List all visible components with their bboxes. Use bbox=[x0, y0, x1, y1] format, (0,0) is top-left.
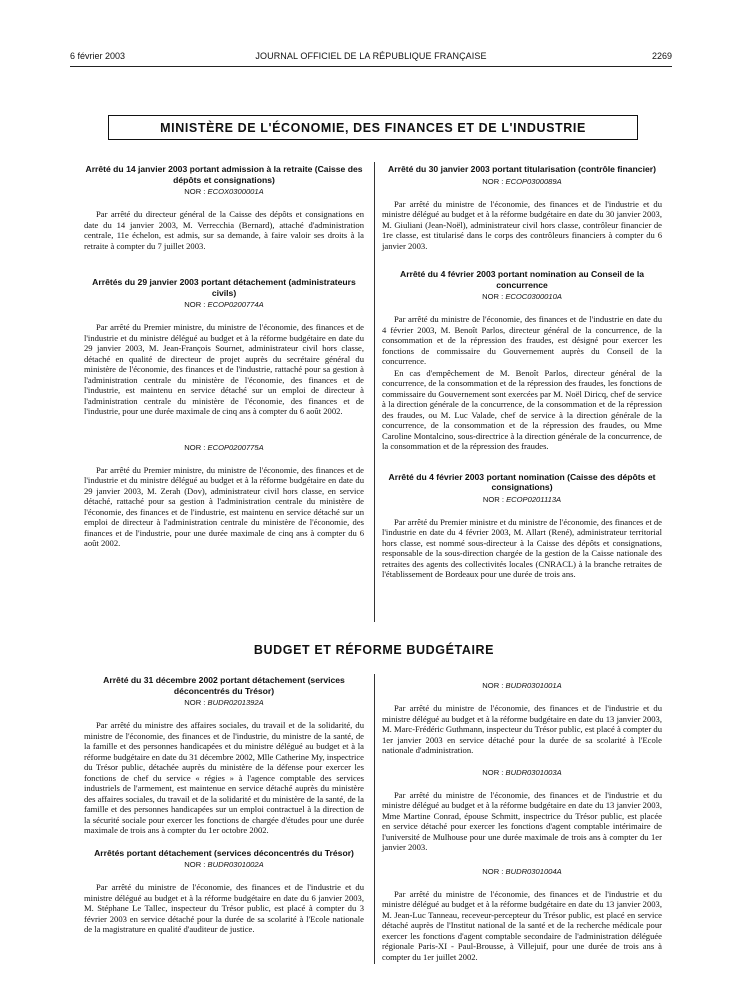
nor-reference bbox=[84, 698, 364, 708]
article-paragraph: Par arrêté du ministre de l'économie, des finances et de l'industrie et du ministre délégué au budget et à la réforme budgétaire en date du 13 janvier 2003, Mme Martine Conrad, épouse Schmitt, inspectrice du Trésor public, est placée en service détaché pour exercer les fonctions d'agent comptable intérimaire de l'université de Mulhouse pour une durée maximale de trois ans à compter du 1er janvier 2003. bbox=[382, 789, 662, 852]
nor-reference bbox=[382, 495, 662, 505]
article bbox=[382, 768, 662, 853]
article-paragraph: Par arrêté du ministre de l'économie, des finances et de l'industrie et du ministre délégué au budget et à la réforme budgétaire en date du 30 janvier 2003, M. Giuliani (Jean-Noël), administrateur civil hors classe, contrôleur financier de 1re classe, est titularisé dans le corps des contrôleurs financiers à compter du 6 janvier 2003. bbox=[382, 198, 662, 251]
article-title: Arrêté du 14 janvier 2003 portant admission à la retraite (Caisse des dépôts et consignations) bbox=[85, 164, 363, 185]
issue-date: 6 février 2003 bbox=[70, 51, 126, 61]
article-title: Arrêté du 30 janvier 2003 portant titularisation (contrôle financier) bbox=[388, 164, 656, 174]
nor-code: ECOP0200775A bbox=[207, 442, 264, 452]
article bbox=[84, 443, 364, 549]
nor-code: BUDR0301004A bbox=[505, 866, 562, 876]
column-divider-bottom bbox=[374, 674, 375, 964]
article bbox=[382, 164, 662, 251]
nor-reference bbox=[382, 292, 662, 302]
nor-code: ECOC0300010A bbox=[505, 292, 562, 301]
article bbox=[84, 675, 364, 836]
nor-reference bbox=[382, 867, 662, 877]
nor-reference bbox=[382, 177, 662, 187]
article-title: Arrêtés du 29 janvier 2003 portant détachement (administrateurs civils) bbox=[92, 277, 356, 298]
journal-title: JOURNAL OFFICIEL DE LA RÉPUBLIQUE FRANÇAISE bbox=[255, 51, 487, 61]
ministry-heading: MINISTÈRE DE L'ÉCONOMIE, DES FINANCES ET DE L'INDUSTRIE bbox=[108, 115, 638, 140]
nor-label: NOR : bbox=[482, 866, 504, 876]
article-paragraph: Par arrêté du ministre de l'économie, des finances et de l'industrie en date du 4 février 2003, M. Benoît Parlos, directeur général de la concurrence, de la consommation et de la répression des fraudes, est désigné pour exercer les fonctions de commissaire du Gouvernement auprès du Conseil de la concurrence. bbox=[382, 314, 662, 366]
top-left-column bbox=[84, 164, 364, 549]
article-paragraph: Par arrêté du directeur général de la Caisse des dépôts et consignations en date du 14 janvier 2003, M. Verrecchia (Bernard), attaché d'administration centrale, 11e échelon, est admis, sur sa demande, à faire valoir ses droits à la retraite à compter du 7 juillet 2003. bbox=[84, 209, 364, 251]
article bbox=[382, 681, 662, 756]
nor-reference bbox=[84, 300, 364, 310]
article-paragraph: Par arrêté du ministre de l'économie, des finances et de l'industrie et du ministre délégué au budget et à la réforme budgétaire en date du 6 janvier 2003, M. Stéphane Le Tallec, inspecteur du Trésor public, est placé à compter du 3 février 2003 en service détaché pour la durée de sa scolarité à l'Ecole nationale de la magistrature en qualité d'auditeur de justice. bbox=[84, 882, 364, 934]
nor-reference bbox=[84, 187, 364, 197]
nor-label: NOR : bbox=[482, 292, 504, 301]
nor-label: NOR : bbox=[482, 494, 504, 504]
nor-reference bbox=[382, 681, 662, 691]
nor-label: NOR : bbox=[184, 698, 206, 707]
nor-reference bbox=[84, 443, 364, 453]
header-rule bbox=[70, 66, 672, 67]
article-paragraph: Par arrêté du Premier ministre, du ministre de l'économie, des finances et de l'industrie et du ministre délégué au budget et à la réforme budgétaire en date du 29 janvier 2003, M. Zerah (Dov), administrateur civil hors classe, en service détaché, rattaché pour sa gestion à l'administration centrale du ministère de l'économie, des finances et de l'industrie, est maintenu en service détaché sur un emploi de directeur à l'administration centrale du ministère de l'économie, des finances et de l'industrie, pour une durée maximale de cinq ans à compter du 6 août 2002. bbox=[84, 464, 364, 548]
nor-code: BUDR0301002A bbox=[207, 860, 264, 869]
nor-label: NOR : bbox=[184, 300, 206, 309]
article-paragraph: Par arrêté du ministre de l'économie, des finances et de l'industrie et du ministre délégué au budget et à la réforme budgétaire en date du 13 janvier 2003, M. Marc-Frédéric Guthmann, inspecteur du Trésor public, est placé à compter du 1er janvier 2003 en service détaché pour la durée de sa scolarité à l'Ecole nationale d'administration. bbox=[382, 703, 662, 755]
article bbox=[84, 277, 364, 417]
nor-label: NOR : bbox=[482, 681, 504, 690]
nor-reference bbox=[84, 860, 364, 870]
article-title: Arrêté du 4 février 2003 portant nomination (Caisse des dépôts et consignations) bbox=[388, 471, 656, 492]
nor-code: ECOP0300089A bbox=[505, 176, 562, 186]
article bbox=[382, 472, 662, 580]
running-header bbox=[70, 51, 672, 65]
bottom-right-column bbox=[382, 679, 662, 962]
page-number: 2269 bbox=[651, 51, 672, 61]
article-paragraph: Par arrêté du Premier ministre, du ministre de l'économie, des finances et de l'industrie et du ministre délégué au budget et à la réforme budgétaire en date du 29 janvier 2003, M. Jean-François Sournet, administrateur civil hors classe, détaché en qualité de directeur de projet auprès du secrétaire général du ministère de l'économie, des finances et de l'industrie, rattaché pour sa gestion à l'administration centrale du ministère de l'économie, des finances et de l'industrie, est maintenu en service détaché sur un emploi de directeur à l'administration centrale du ministère de l'économie, des finances et de l'industrie, pour une durée maximale de cinq ans à compter du 6 août 2002. bbox=[84, 322, 364, 416]
article bbox=[382, 867, 662, 963]
article-paragraph: Par arrêté du ministre de l'économie, des finances et de l'industrie et du ministre délégué au budget et à la réforme budgétaire en date du 13 janvier 2003, M. Jean-Luc Tanneau, receveur-percepteur du Trésor public, est placé en service détaché auprès de l'Institut national de la santé et de la recherche médicale pour exercer les fonctions d'agent comptable secondaire de l'administration déléguée régionale Paris-XI - Paul-Brousse, à Villejuif, pour une durée de trois ans à compter du 1er juillet 2002. bbox=[382, 888, 662, 962]
article-paragraph: En cas d'empêchement de M. Benoît Parlos, directeur général de la concurrence, de la consommation et de la répression des fraudes, les fonctions de commissaire du Gouvernement sont exercées par M. Noël Diricq, chef de service à la direction générale de la concurrence, de la consommation et de la répression des fraudes, ou M. Luc Valade, chef de service à la direction générale de la concurrence, de la consommation et de la répression des fraudes, ou Mme Caroline Montalcino, sous-directrice à la direction générale de la concurrence, de la consommation et de la répression des fraudes. bbox=[382, 367, 662, 451]
nor-reference bbox=[382, 768, 662, 778]
article-title: Arrêté du 4 février 2003 portant nomination au Conseil de la concurrence bbox=[399, 269, 645, 290]
top-right-column bbox=[382, 164, 662, 580]
nor-label: NOR : bbox=[482, 176, 504, 186]
nor-code: BUDR0301001A bbox=[505, 681, 562, 690]
nor-label: NOR : bbox=[184, 442, 206, 452]
article-paragraph: Par arrêté du ministre des affaires sociales, du travail et de la solidarité, du ministre de l'économie, des finances et de l'industrie, du ministre de la santé, de la famille et des personnes handicapées et du ministre délégué au budget et à la réforme budgétaire en date du 31 décembre 2002, Mlle Catherine My, inspectrice du Trésor public, détachée auprès du ministère de la défense pour exercer les fonctions de chef du service « régies » à l'agence comptable des services industriels de l'armement, est maintenue en service détaché auprès du ministère des affaires sociales, du travail et de la solidarité et du ministère de la santé, de la famille et des personnes handicapées sur un emploi contractuel à la direction de la sécurité sociale pour exercer les fonctions de chargée d'études pour une durée maximale de trois ans à compter du 1er octobre 2002. bbox=[84, 720, 364, 835]
nor-code: ECOP0201113A bbox=[506, 494, 562, 504]
nor-label: NOR : bbox=[184, 860, 206, 869]
column-divider-top bbox=[374, 162, 375, 622]
nor-label: NOR : bbox=[482, 767, 504, 777]
article bbox=[84, 848, 364, 935]
bottom-left-column bbox=[84, 675, 364, 935]
article-title: Arrêté du 31 décembre 2002 portant détachement (services déconcentrés du Trésor) bbox=[103, 675, 345, 696]
nor-code: ECOP0200774A bbox=[207, 300, 264, 309]
article-title: Arrêtés portant détachement (services déconcentrés du Trésor) bbox=[94, 847, 354, 858]
nor-code: ECOX0300001A bbox=[207, 187, 264, 196]
section-heading-budget: BUDGET ET RÉFORME BUDGÉTAIRE bbox=[253, 643, 495, 657]
nor-code: BUDR0201392A bbox=[207, 698, 264, 707]
nor-code: BUDR0301003A bbox=[505, 767, 562, 777]
article bbox=[84, 164, 364, 251]
nor-label: NOR : bbox=[184, 187, 206, 196]
article-paragraph: Par arrêté du Premier ministre et du ministre de l'économie, des finances et de l'industrie en date du 4 février 2003, M. Allart (René), administrateur territorial hors classe, est nommé sous-directeur à la Caisse des dépôts et consignations, responsable de la sous-direction chargée de la gestion de la Caisse nationale des retraites des agents des collectivités locales (CNRACL) à la branche retraites de l'établissement de Bordeaux pour une durée de trois ans. bbox=[382, 516, 662, 579]
article bbox=[382, 269, 662, 452]
